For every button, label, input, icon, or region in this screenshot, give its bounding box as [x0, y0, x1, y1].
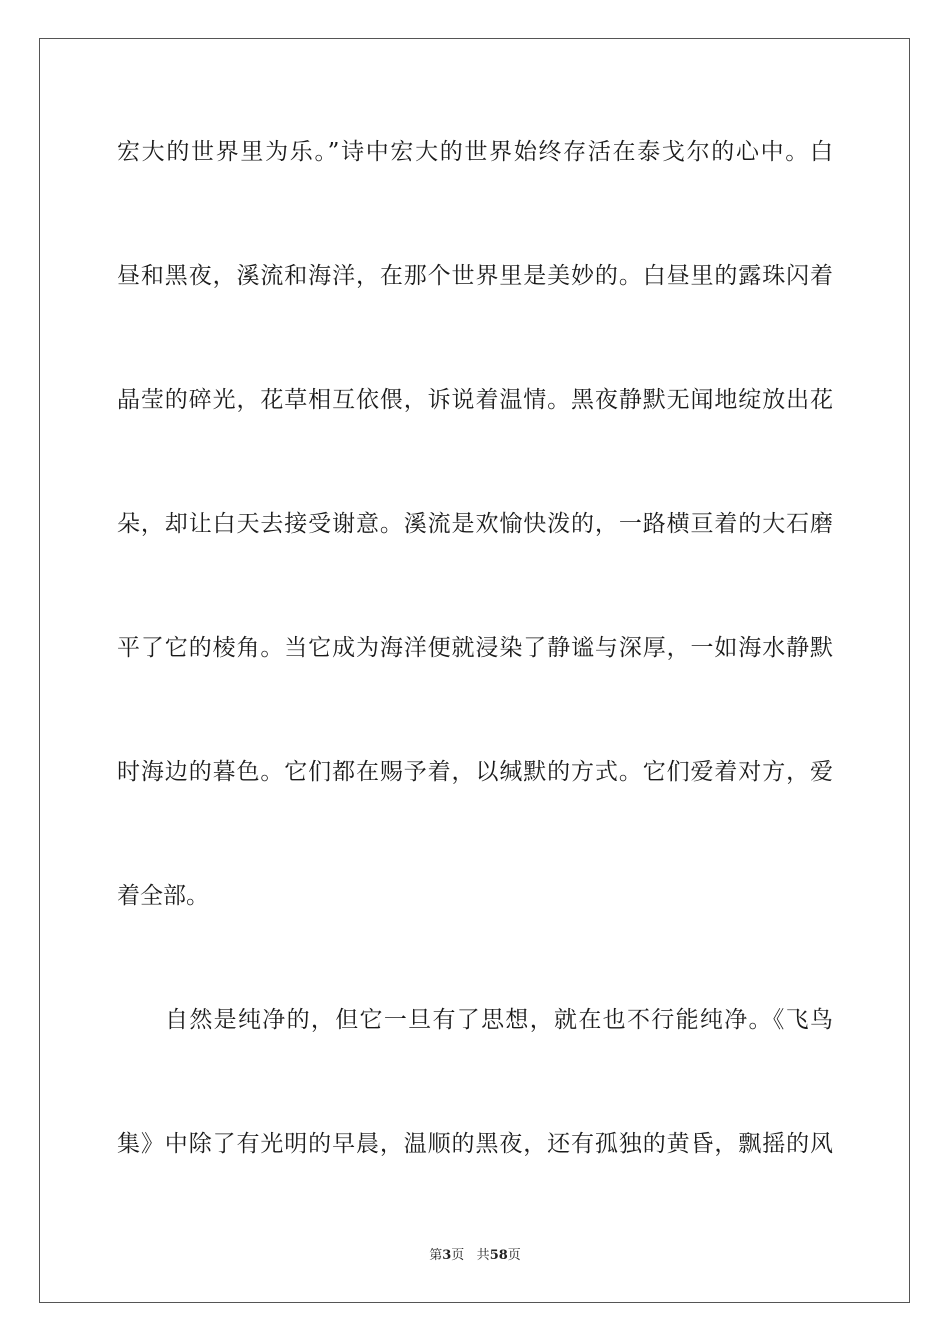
- footer-total-suffix: 页: [507, 1248, 521, 1263]
- text-line-4: 朵，却让白天去接受谢意。溪流是欢愉快泼的，一路横亘着的大石磨: [117, 511, 833, 537]
- footer-prefix: 第: [429, 1248, 443, 1263]
- text-line-9: 集》中除了有光明的早晨，温顺的黑夜，还有孤独的黄昏，飘摇的风: [117, 1131, 833, 1157]
- text-line-5: 平了它的棱角。当它成为海洋便就浸染了静谧与深厚，一如海水静默: [117, 635, 833, 661]
- text-line-7: 着全部。: [117, 883, 209, 909]
- text-line-6: 时海边的暮色。它们都在赐予着，以缄默的方式。它们爱着对方，爱: [117, 759, 833, 785]
- total-pages: 58: [489, 1248, 508, 1263]
- text-line-3: 晶莹的碎光，花草相互依偎，诉说着温情。黑夜静默无闻地绽放出花: [117, 387, 833, 413]
- text-line-1: 宏大的世界里为乐。”诗中宏大的世界始终存活在泰戈尔的心中。白: [117, 139, 833, 165]
- footer-total-prefix: 共: [476, 1248, 490, 1263]
- paragraph-first-line: 自然是纯净的，但它一旦有了思想，就在也不行能纯净。《飞鸟: [165, 1007, 833, 1033]
- page-footer: [0, 1247, 950, 1265]
- text-line-2: 昼和黑夜，溪流和海洋，在那个世界里是美妙的。白昼里的露珠闪着: [117, 263, 833, 289]
- footer-page-suffix: 页: [451, 1248, 465, 1263]
- page-number: 3: [442, 1248, 452, 1263]
- page-border: [39, 38, 910, 1303]
